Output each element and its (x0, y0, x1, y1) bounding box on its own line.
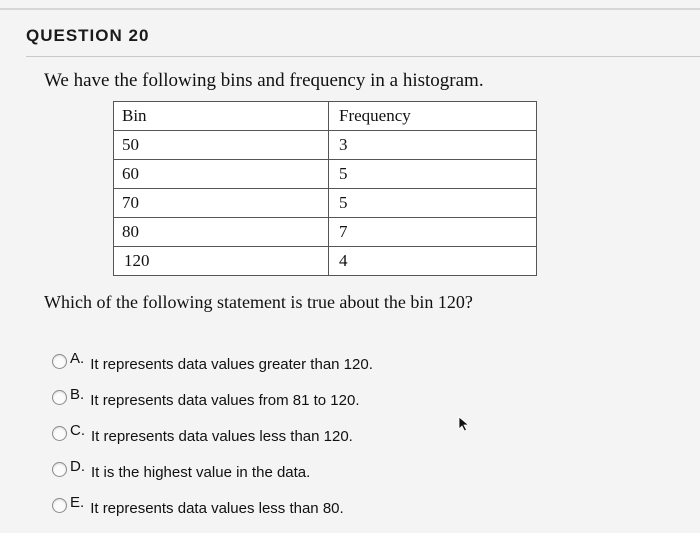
option-e[interactable] (52, 487, 373, 523)
option-letter: B. (70, 385, 85, 403)
table-row (114, 160, 537, 189)
top-divider (0, 8, 700, 10)
radio-unselected-icon[interactable] (52, 462, 67, 477)
question-prompt: We have the following bins and frequency in a histogram. (44, 70, 484, 91)
table-cell-bin: 120 (114, 247, 329, 276)
radio-unselected-icon[interactable] (52, 498, 67, 513)
option-d[interactable] (52, 451, 373, 487)
answer-options (52, 343, 373, 523)
table-cell-bin: 60 (114, 160, 329, 189)
question-text: Which of the following statement is true about the bin 120? (44, 292, 473, 312)
option-b[interactable] (52, 379, 373, 415)
table-header-row (114, 102, 537, 131)
mouse-pointer-icon (458, 416, 470, 432)
table-row (114, 218, 537, 247)
radio-unselected-icon[interactable] (52, 426, 67, 441)
table-cell-frequency: 5 (329, 189, 537, 218)
option-text[interactable]: It is the highest value in the data. (91, 463, 311, 481)
option-letter: E. (70, 493, 85, 511)
option-a[interactable] (52, 343, 373, 379)
radio-unselected-icon[interactable] (52, 354, 67, 369)
table-cell-frequency: 5 (329, 160, 537, 189)
option-letter: C. (70, 421, 85, 439)
table-header-bin: Bin (114, 102, 329, 131)
frequency-table (113, 101, 537, 276)
table-header-frequency: Frequency (329, 102, 537, 131)
table-row (114, 189, 537, 218)
question-header-divider (26, 56, 700, 57)
option-text[interactable]: It represents data values less than 120. (91, 427, 353, 445)
option-text[interactable]: It represents data values from 81 to 120. (90, 391, 360, 409)
table-cell-bin: 70 (114, 189, 329, 218)
table-cell-frequency: 4 (329, 247, 537, 276)
radio-unselected-icon[interactable] (52, 390, 67, 405)
table-row (114, 247, 537, 276)
option-text[interactable]: It represents data values less than 80. (90, 499, 344, 517)
table-cell-frequency: 7 (329, 218, 537, 247)
table-row (114, 131, 537, 160)
option-text[interactable]: It represents data values greater than 120. (90, 355, 373, 373)
option-c[interactable] (52, 415, 373, 451)
option-letter: A. (70, 349, 85, 367)
table-cell-bin: 50 (114, 131, 329, 160)
table-cell-frequency: 3 (329, 131, 537, 160)
question-title: QUESTION 20 (26, 26, 150, 45)
table-cell-bin: 80 (114, 218, 329, 247)
option-letter: D. (70, 457, 85, 475)
